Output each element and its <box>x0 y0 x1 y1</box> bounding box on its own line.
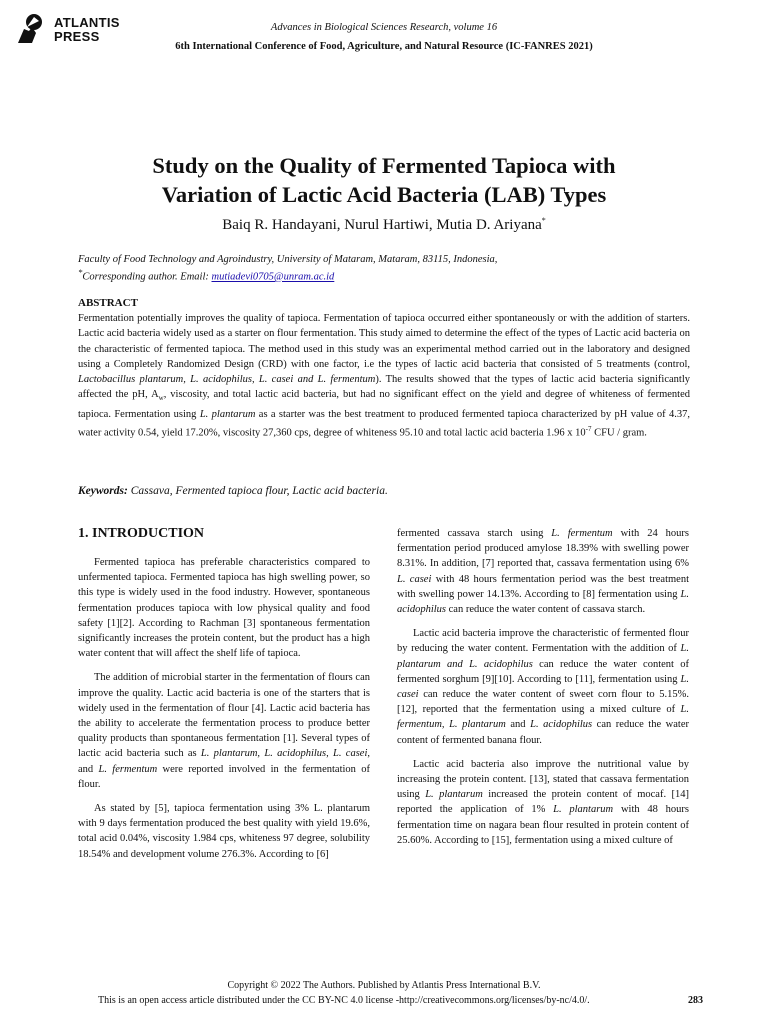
author-mark: * <box>541 216 546 225</box>
intro-paragraph-6: Lactic acid bacteria also improve the nutritional value by increasing the protein content. [13], stated that cassava fermentation using L. plantarum increased the protein content of mocaf. [14] reported the application of 1% L. plantarum with 48 hours fermentation time on nagara bean flour resulted in protein content of 25.60%. According to [15], fermentation using a mixed culture of <box>397 758 690 846</box>
paper-title <box>40 151 728 209</box>
affiliation: Faculty of Food Technology and Agroindustry, University of Mataram, Mataram, 83115, Indonesia, <box>78 254 498 265</box>
title-line-2: Variation of Lactic Acid Bacteria (LAB) Types <box>161 182 607 207</box>
series-header: Advances in Biological Sciences Research, volume 16 <box>270 22 498 33</box>
abstract-heading: ABSTRACT <box>78 297 138 309</box>
intro-paragraph-5: Lactic acid bacteria improve the characteristic of fermented flour by reducing the water content. Fermentation with the addition of L. plantarum and L. acidophilus can reduce the water content of fermented sorghum [9][10]. According to [11], fermentation using L. casei can reduce the water content of sweet corn flour to 5.15%. [12], reported that the fermentation using a mixed culture of L. fermentum, L. plantarum and L. acidophilus can reduce the water content of fermented banana flour. <box>397 628 689 746</box>
logo-text-bottom: PRESS <box>54 29 100 44</box>
license-notice: This is an open access article distributed under the CC BY-NC 4.0 license -http://creativecommons.org/licenses/by-nc/4.0/. <box>98 995 590 1006</box>
keywords <box>78 485 388 497</box>
keywords-text: Cassava, Fermented tapioca flour, Lactic acid bacteria. <box>127 485 388 497</box>
conference-header: 6th International Conference of Food, Agriculture, and Natural Resource (IC-FANRES 2021) <box>175 41 593 52</box>
keywords-label: Keywords: <box>78 485 128 497</box>
email-link[interactable]: mutiadevi0705@unram.ac.id <box>211 271 335 283</box>
title-line-1: Study on the Quality of Fermented Tapioca with <box>152 153 616 178</box>
intro-paragraph-1: Fermented tapioca has preferable characteristics compared to unfermented tapioca. Fermented tapioca has high swelling power, so this type is widely used in the food industry. However, spontaneous fermentation produces tapioca with low physical quality and food safety [1][2]. According to Rachman [3] spontaneous fermentation significantly increases the protein content, but the product has a high water content that will affect the shelf life of tapioca. <box>78 557 370 660</box>
intro-paragraph-3: As stated by [5], tapioca fermentation using 3% L. plantarum with 9 days fermentation produced the best quality with yield 19.6%, total acid 0.04%, viscosity 1.984 cps, whiteness 97 degree, solubility 18.54% and development volume 276.3%. According to [6] <box>78 803 370 860</box>
logo-text-top: ATLANTIS <box>54 15 120 30</box>
intro-paragraph-4: fermented cassava starch using L. fermentum with 24 hours fermentation period produced amylose 18.39% with swelling power 8.31%. In addition, [7] reported that, cassava fermentation using 6% L. casei with 48 hours fermentation period was the best treatment with swelling power 14.13%. According to [8] fermentation using L. acidophilus can reduce the water content of cassava starch. <box>397 528 690 616</box>
page-number: 283 <box>688 995 703 1006</box>
authors-names: Baiq R. Handayani, Nurul Hartiwi, Mutia D. Ariyana <box>222 217 542 233</box>
left-column <box>78 555 370 871</box>
abstract-text: Fermentation potentially improves the quality of tapioca. Fermentation of tapioca occurred either spontaneously or with the addition of starters. Lactic acid bacteria widely used as a starter on flour fermentation. This study aimed to determine the effect of the types of Lactic acid bacteria on the characteristic of fermented tapioca. The method used in this study was an experimental method carried out in the laboratory and designed using a Completely Randomized Design (CRD) with one factor, i.e the types of lactic acid bacteria that consisted of 5 treatments (control, Lactobacillus plantarum, L. acidophilus, L. casei and L. fermentum). The results showed that the types of lactic acid bacteria significantly affected the pH, $A_w$, viscosity, and total lactic acid bacteria, but had no significant effect on the yield and degree of whiteness of fermented tapioca. Fermentation using L. plantarum as a starter was the best treatment to produced fermented tapioca characterized by pH value of 4.37, water activity 0.54, yield 17.20%, viscosity 27,360 cps, degree of whiteness 95.10 and total lactic acid bacteria 1.96 x $10^{-7}$ CFU / gram. <box>78 313 691 439</box>
affiliation-block <box>78 253 497 284</box>
right-column <box>397 526 689 857</box>
author-list <box>0 216 768 234</box>
copyright-notice: Copyright © 2022 The Authors. Published by Atlantis Press International B.V. <box>227 980 541 991</box>
section-heading-introduction: 1. INTRODUCTION <box>78 526 205 541</box>
corresponding-author <box>78 266 497 284</box>
intro-paragraph-2: The addition of microbial starter in the fermentation of flours can improve the quality. Lactic acid bacteria is one of the starters that is widely used in the fermentation of flour [4]. Lactic acid bacteria has the ability to accelerate the fermentation process to produce better quality products than spontaneous fermentation [1]. Several types of lactic acid bacteria such as L. plantarum, L. acidophilus, L. casei, and L. fermentum were reported involved in the fermentation of flour. <box>78 672 370 790</box>
corr-mark: * <box>78 267 83 277</box>
corr-label: Corresponding author. Email: <box>82 271 212 283</box>
